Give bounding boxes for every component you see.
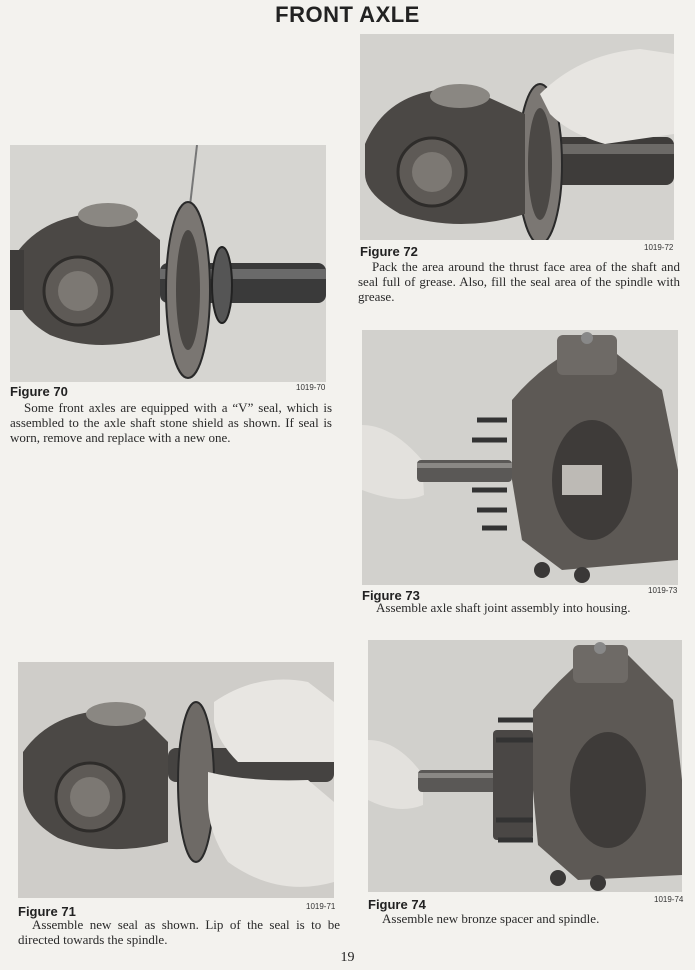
figure-70-label: Figure 70 <box>10 384 68 399</box>
figure-73-caption: Assemble axle shaft joint assembly into housing. <box>376 600 631 615</box>
figure-72-label: Figure 72 <box>360 244 418 259</box>
figure-74-photo <box>368 640 682 892</box>
figure-70-code: 1019-70 <box>296 383 326 392</box>
figure-74-code: 1019-74 <box>654 895 684 904</box>
figure-73-code: 1019-73 <box>648 586 678 595</box>
figure-72-photo <box>360 34 674 240</box>
page-title: FRONT AXLE <box>275 2 420 27</box>
figure-71-photo <box>18 662 334 898</box>
figure-71-code: 1019-71 <box>306 902 336 911</box>
figure-73-label: Figure 73 <box>362 588 420 603</box>
figure-70-photo <box>10 145 326 382</box>
figure-72-caption: Pack the area around the thrust face area of the shaft and seal full of grease. Also, fill the seal area of the spindle with grease. <box>358 259 680 304</box>
figure-74-caption: Assemble new bronze spacer and spindle. <box>382 911 600 926</box>
figure-73-photo <box>362 330 678 585</box>
figure-71-caption: Assemble new seal as shown. Lip of the seal is to be directed towards the spindle. <box>18 917 340 947</box>
figure-74-label: Figure 74 <box>368 897 426 912</box>
figure-70-caption: Some front axles are equipped with a “V” seal, which is assembled to the axle shaft stone shield as shown. If seal is worn, remove and replace with a new one. <box>10 400 332 445</box>
figure-72-code: 1019-72 <box>644 243 674 252</box>
page-number: 19 <box>340 950 355 965</box>
figure-71-label: Figure 71 <box>18 904 76 919</box>
